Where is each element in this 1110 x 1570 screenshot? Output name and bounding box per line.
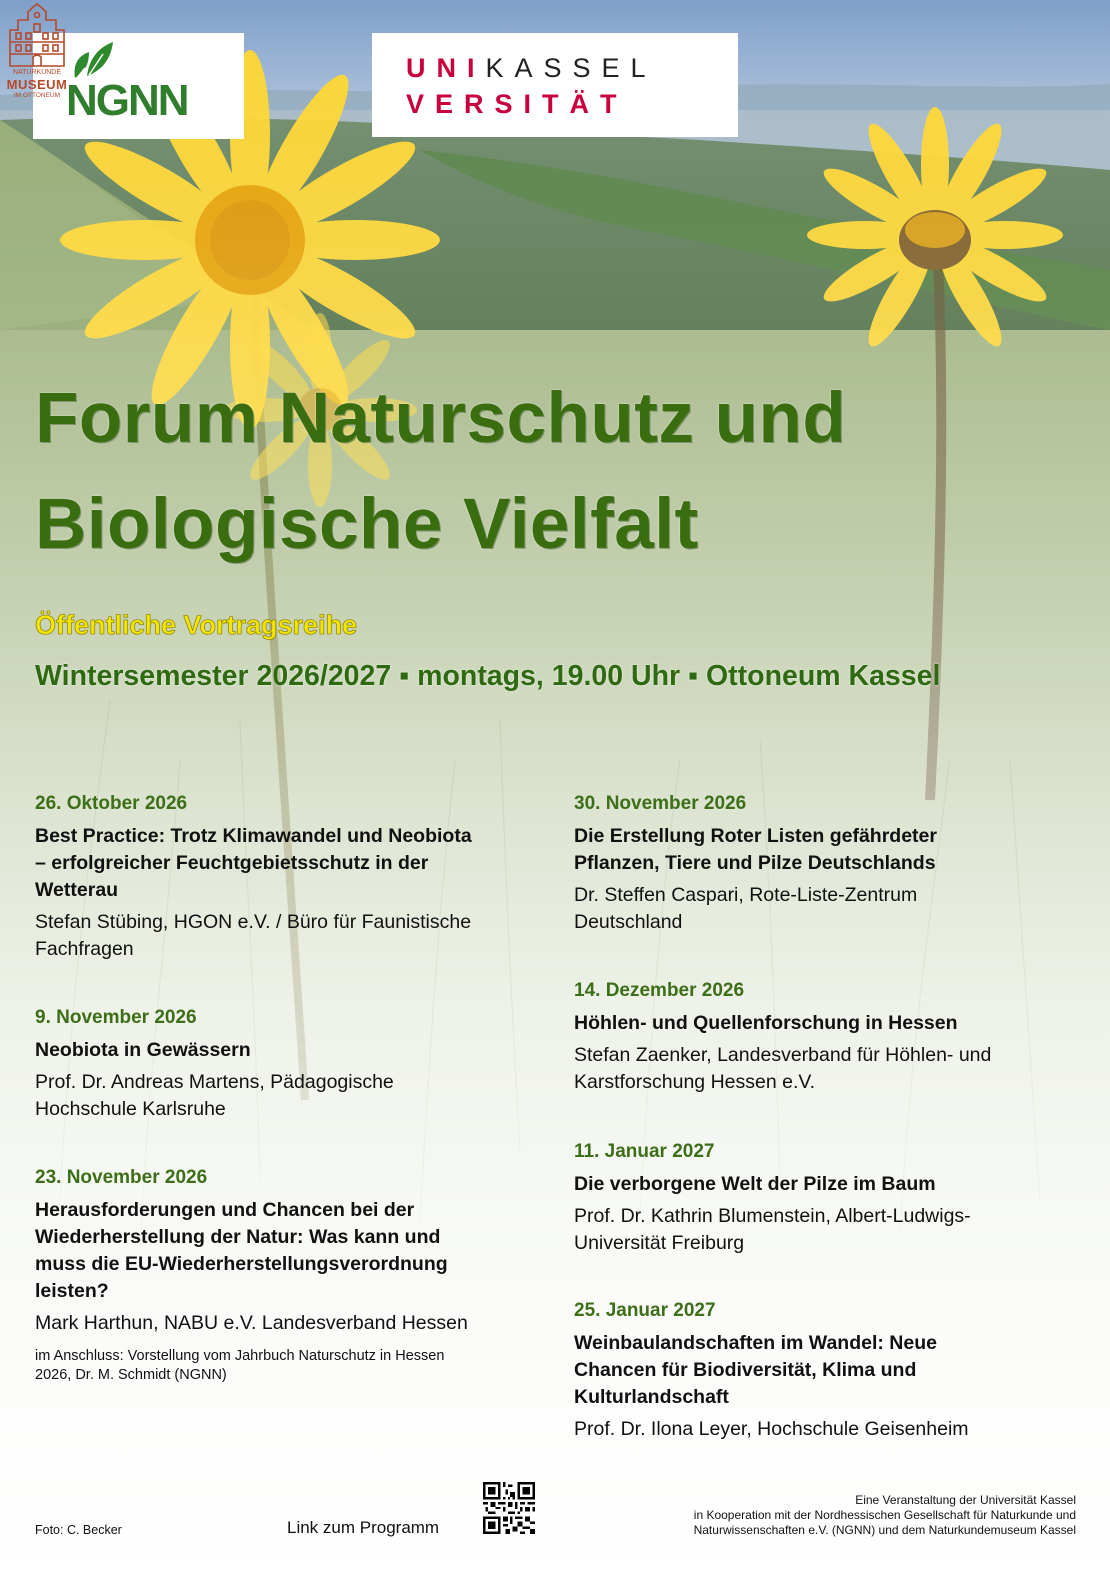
- talk-title-line: Best Practice: Trotz Klimawandel und Neobiota: [35, 825, 472, 847]
- talk-date: 14. Dezember 2026: [574, 980, 745, 1001]
- talk-note-line: im Anschluss: Vorstellung vom Jahrbuch Naturschutz in Hessen: [35, 1348, 445, 1364]
- talk-title-line: Neobiota in Gewässern: [35, 1039, 251, 1061]
- museum-logo-line-2: MUSEUM: [6, 77, 68, 92]
- talk-title-line: leisten?: [35, 1280, 109, 1302]
- program-link-label: Link zum Programm: [287, 1518, 440, 1537]
- talk-title-line: – erfolgreicher Feuchtgebietsschutz in der: [35, 852, 429, 874]
- talk-speaker-line: Fachfragen: [35, 938, 134, 960]
- uni-kassel-logo: [372, 33, 738, 137]
- talk-title-line: Wetterau: [35, 879, 119, 901]
- talk-date: 9. November 2026: [35, 1007, 197, 1028]
- talk-speaker: [35, 1069, 555, 1123]
- talk-date: 26. Oktober 2026: [35, 793, 188, 814]
- talk-date: 30. November 2026: [574, 793, 747, 814]
- talk-entry: [574, 980, 1094, 1096]
- talk-entry: [35, 1007, 555, 1123]
- talk-title: [35, 1197, 555, 1305]
- talk-speaker-line: Mark Harthun, NABU e.V. Landesverband Hessen: [35, 1312, 468, 1334]
- talk-speaker: [574, 1042, 1094, 1096]
- talk-title-line: Höhlen- und Quellenforschung in Hessen: [574, 1012, 958, 1034]
- photo-credit: Foto: C. Becker: [35, 1523, 122, 1537]
- talk-entry: [574, 1300, 1094, 1443]
- talk-title-line: Die Erstellung Roter Listen gefährdeter: [574, 825, 937, 847]
- talk-title: [574, 823, 1094, 877]
- organizer-info: [556, 1493, 1076, 1538]
- talk-note-line: 2026, Dr. M. Schmidt (NGNN): [35, 1367, 227, 1383]
- talk-title: [574, 1010, 1094, 1037]
- subtitle: Öffentliche Vortragsreihe: [35, 610, 358, 640]
- talk-note: [35, 1347, 525, 1385]
- talk-speaker-line: Karstforschung Hessen e.V.: [574, 1071, 815, 1093]
- uni-logo-kassel: KASSEL: [485, 53, 657, 83]
- museum-logo-line-1: NATURKUNDE: [12, 69, 62, 76]
- talk-entry: [574, 793, 1094, 936]
- talk-speaker-line: Stefan Zaenker, Landesverband für Höhlen- und: [574, 1044, 992, 1066]
- organizer-line: in Kooperation mit der Nordhessischen Gesellschaft für Naturkunde und: [693, 1508, 1076, 1522]
- talk-speaker-line: Stefan Stübing, HGON e.V. / Büro für Faunistische: [35, 911, 472, 933]
- ngnn-logo-text: NGNN: [66, 76, 188, 125]
- talk-title: [35, 1037, 555, 1064]
- talk-title-line: Pflanzen, Tiere und Pilze Deutschlands: [574, 852, 936, 874]
- organizer-line: Naturwissenschaften e.V. (NGNN) und dem Naturkundemuseum Kassel: [693, 1523, 1076, 1537]
- talk-title-line: Herausforderungen und Chancen bei der: [35, 1199, 415, 1221]
- talk-title-line: Weinbaulandschaften im Wandel: Neue: [574, 1332, 937, 1354]
- talk-title-line: Wiederherstellung der Natur: Was kann und: [35, 1226, 441, 1248]
- talk-speaker-line: Deutschland: [574, 911, 683, 933]
- talk-date: 25. Januar 2027: [574, 1300, 716, 1321]
- museum-logo-line-3: IM OTTONEUM: [13, 92, 61, 99]
- uni-logo-versitaet: VERSITÄT: [406, 89, 628, 119]
- page-title-line-1: Forum Naturschutz und: [35, 379, 847, 458]
- museum-logo: [0, 0, 74, 104]
- talk-speaker-line: Hochschule Karlsruhe: [35, 1098, 226, 1120]
- talk-speaker-line: Prof. Dr. Andreas Martens, Pädagogische: [35, 1071, 394, 1093]
- uni-logo-uni: UNI: [406, 53, 486, 83]
- uni-logo-line-1: [406, 53, 657, 84]
- talk-entry: [35, 793, 555, 963]
- semester-info: Wintersemester 2026/2027 ▪ montags, 19.00 Uhr ▪ Ottoneum Kassel: [35, 660, 941, 692]
- talk-entry: [35, 1167, 555, 1385]
- talk-title: [35, 823, 555, 904]
- talk-speaker: [35, 1310, 555, 1337]
- talk-entry: [574, 1141, 1094, 1257]
- qr-code-icon[interactable]: [483, 1482, 535, 1534]
- talk-title-line: Die verborgene Welt der Pilze im Baum: [574, 1173, 936, 1195]
- talk-speaker: [35, 909, 555, 963]
- page-title-line-2: Biologische Vielfalt: [35, 485, 699, 564]
- talk-speaker: [574, 1416, 1094, 1443]
- talk-date: 23. November 2026: [35, 1167, 208, 1188]
- talk-title-line: muss die EU-Wiederherstellungsverordnung: [35, 1253, 448, 1275]
- talk-title-line: Kulturlandschaft: [574, 1386, 729, 1408]
- talk-title-line: Chancen für Biodiversität, Klima und: [574, 1359, 917, 1381]
- talk-speaker: [574, 1203, 1094, 1257]
- talk-date: 11. Januar 2027: [574, 1141, 715, 1162]
- talk-title: [574, 1330, 1094, 1411]
- talk-speaker-line: Prof. Dr. Ilona Leyer, Hochschule Geisenheim: [574, 1418, 969, 1440]
- organizer-line: Eine Veranstaltung der Universität Kassel: [855, 1493, 1076, 1507]
- talk-speaker-line: Universität Freiburg: [574, 1232, 745, 1254]
- talk-speaker-line: Prof. Dr. Kathrin Blumenstein, Albert-Ludwigs-: [574, 1205, 971, 1227]
- talk-speaker: [574, 882, 1094, 936]
- museum-building-icon: [6, 2, 68, 68]
- talk-title: [574, 1171, 1094, 1198]
- talk-speaker-line: Dr. Steffen Caspari, Rote-Liste-Zentrum: [574, 884, 918, 906]
